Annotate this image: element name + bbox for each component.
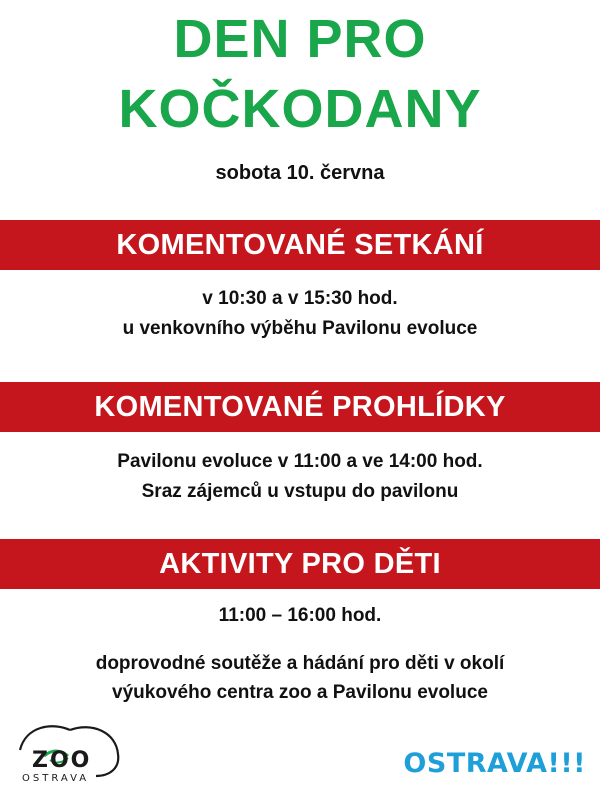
zoo-logo-word: ZOO — [32, 748, 92, 773]
zoo-logo-city: OSTRAVA — [22, 773, 90, 784]
zoo-ostrava-logo — [12, 716, 124, 786]
aktivity-desc-line-2: výukového centra zoo a Pavilonu evoluce — [112, 682, 488, 703]
aktivity-desc-line-1: doprovodné soutěže a hádání pro děti v okolí — [95, 653, 505, 674]
page-title-line-2: KOČKODANY — [118, 79, 482, 139]
setkani-place: u venkovního výběhu Pavilonu evoluce — [122, 318, 478, 339]
page-title-line-1: DEN PRO — [173, 9, 427, 69]
ostrava-city-logo: OSTRAVA!!! — [403, 748, 586, 779]
section-heading-aktivity: AKTIVITY PRO DĚTI — [0, 539, 600, 589]
section-heading-setkani: KOMENTOVANÉ SETKÁNÍ — [0, 220, 600, 270]
event-date: sobota 10. června — [215, 162, 385, 184]
section-heading-prohlidky: KOMENTOVANÉ PROHLÍDKY — [0, 382, 600, 432]
aktivity-time: 11:00 – 16:00 hod. — [218, 605, 382, 626]
prohlidky-time: Pavilonu evoluce v 11:00 a ve 14:00 hod. — [117, 451, 483, 472]
setkani-time: v 10:30 a v 15:30 hod. — [202, 288, 398, 309]
prohlidky-meeting: Sraz zájemců u vstupu do pavilonu — [141, 481, 459, 502]
